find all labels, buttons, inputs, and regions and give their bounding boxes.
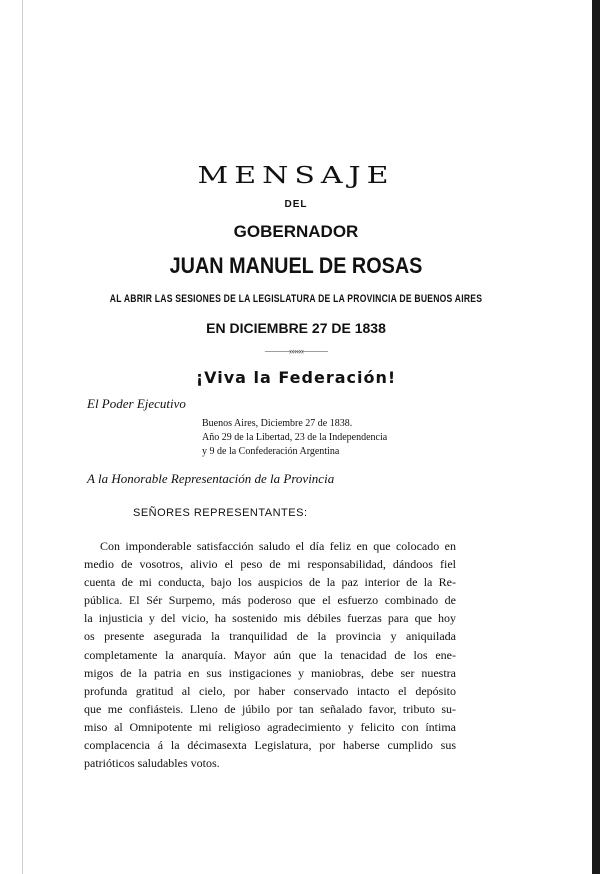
title-del: DEL [284, 199, 308, 210]
body-line: Con imponderable satisfacción saludo el día feliz en que colocado en [100, 539, 456, 553]
viva-heading: ¡Viva la Federación! [195, 368, 397, 387]
body-line: complacencia á la décimasexta Legislatura, por haberse cumplido sus [84, 738, 456, 753]
ornament-divider: ———»»««——— [265, 346, 327, 356]
body-line: migos de la patria en sus instigaciones y maniobras, debe ser nuestra [84, 665, 456, 680]
document-date: EN DICIEMBRE 27 DE 1838 [206, 320, 386, 336]
page-edge-left [0, 0, 23, 874]
body-line: miso al Omnipotente mi religioso agradecimiento y felicito con íntima [84, 719, 456, 734]
body-paragraph [84, 537, 456, 772]
title-gobernador: GOBERNADOR [233, 222, 359, 241]
sender-line: El Poder Ejecutivo [87, 396, 186, 411]
document-subtitle: AL ABRIR LAS SESIONES DE LA LEGISLATURA DE LA PROVINCIA DE BUENOS AIRES [109, 293, 483, 305]
page-edge-right [592, 0, 600, 874]
dateline-block [202, 417, 387, 459]
dateline-line: Año 29 de la Libertad, 23 de la Independencia [202, 432, 388, 443]
body-line: la injusticia y del vicio, ha sostenido mis débiles fuerzas para que hoy [84, 611, 456, 626]
document-title: MENSAJE [197, 161, 395, 190]
dateline-line: y 9 de la Confederación Argentina [202, 446, 340, 457]
body-line: medio de vosotros, alivio el peso de mi responsabilidad, dándoos fiel [84, 557, 456, 572]
governor-name: JUAN MANUEL DE ROSAS [169, 253, 423, 278]
addressee-line: A la Honorable Representación de la Provincia [87, 471, 335, 486]
body-line: patrióticos saludables votos. [84, 756, 220, 771]
body-line: pública. El Sér Surpemo, más poderoso que el esfuerzo combinado de [84, 593, 456, 608]
body-line: que me confiásteis. Lleno de júbilo por tan señalado favor, tributo su- [84, 701, 456, 716]
body-line: profunda gratitud al cielo, por haber conservado intacto el depósito [84, 683, 456, 698]
body-line: os presente asegurada la tranquilidad de la provincia y aniquilada [84, 629, 456, 644]
dateline-line: Buenos Aires, Diciembre 27 de 1838. [202, 418, 353, 429]
body-line: completamente la anarquía. Mayor aún que la tenacidad de los ene- [84, 647, 456, 662]
body-line: cuenta de mi conducta, bajo los auspicios de la paz interior de la Re- [84, 575, 456, 590]
salutation: SEÑORES REPRESENTANTES: [133, 507, 308, 519]
